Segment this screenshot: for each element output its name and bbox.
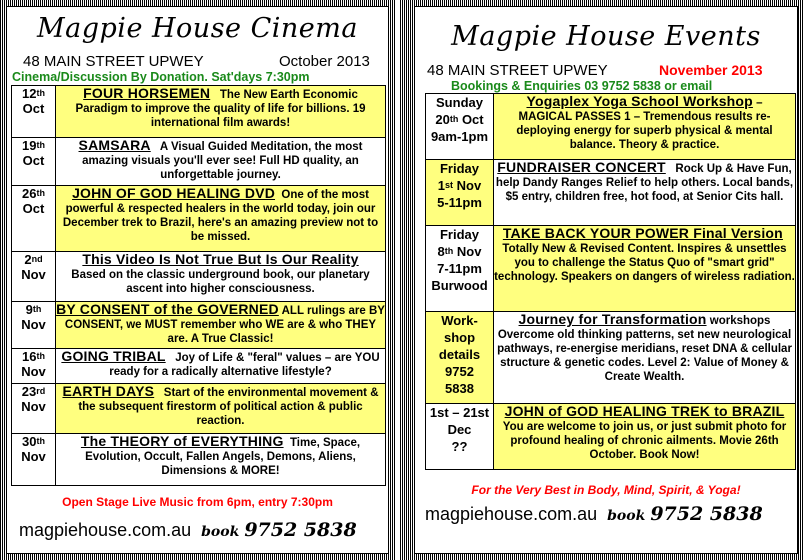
table-row — [12, 384, 386, 434]
table-row — [12, 434, 386, 486]
date-cell: 1st – 21st Dec ?? — [426, 404, 494, 470]
event-heading: FUNDRAISER CONCERT — [497, 159, 666, 175]
date-cell: 30th Nov — [12, 434, 56, 486]
event-cell: JOHN OF GOD HEALING DVD One of the most powerful & respected healers in the world today, join our December trek to Brazil, here's an amazing preview not to be missed. — [56, 186, 386, 252]
cinema-footer-contact: magpiehouse.com.au book 9752 5838 — [19, 519, 357, 541]
table-row — [426, 160, 796, 226]
cinema-title: Magpie House Cinema — [37, 13, 358, 44]
events-panel — [414, 6, 798, 554]
event-cell: FUNDRAISER CONCERT Rock Up & Have Fun, help Dandy Ranges Relief to help others. Local bands, $5 entry, children free, hot food, at Senior Cits hall. — [494, 160, 796, 226]
table-row — [426, 404, 796, 470]
date-cell: 26th Oct — [12, 186, 56, 252]
events-tagline: Bookings & Enquiries 03 9752 5838 or email — [451, 79, 713, 93]
table-row — [12, 186, 386, 252]
events-title: Magpie House Events — [451, 21, 761, 52]
table-row — [12, 138, 386, 186]
event-cell: BY CONSENT of the GOVERNED ALL rulings are BY CONSENT, we MUST remember who WE are & who THEY are. A True Classic! — [56, 302, 386, 349]
date-cell: 19th Oct — [12, 138, 56, 186]
events-footer-contact: magpiehouse.com.au book 9752 5838 — [425, 503, 763, 525]
events-address: 48 MAIN STREET UPWEY — [427, 62, 608, 79]
cinema-footer-note: Open Stage Live Music from 6pm, entry 7:30pm — [62, 495, 333, 509]
phone-number: 9752 5838 — [244, 519, 357, 541]
event-cell: TAKE BACK YOUR POWER Final Version Totally New & Revised Content. Inspires & unsettles you to challenge the Status Quo of "smart grid" technology. Speakers on dangers of wireless radiation. — [494, 226, 796, 312]
event-heading: JOHN of GOD HEALING TREK to BRAZIL — [504, 403, 785, 419]
event-heading: Journey for Transformation — [518, 311, 707, 327]
event-heading: BY CONSENT of the GOVERNED — [56, 301, 279, 317]
date-cell: 12th Oct — [12, 86, 56, 138]
cinema-month: October 2013 — [279, 53, 370, 70]
event-cell: Journey for Transformation workshops Overcome old thinking patterns, set new neurological pathways, re-energise meridians, reset DNA & cellular structure & genetic codes. Level 2: Value of Money & Create Wealth. — [494, 312, 796, 404]
event-cell: Yogaplex Yoga School Workshop – MAGICAL PASSES 1 – Tremendous results re-deploying energy for superb physical & mental balance. Theory & practice. — [494, 94, 796, 160]
cinema-address: 48 MAIN STREET UPWEY — [23, 53, 204, 70]
table-row — [426, 226, 796, 312]
table-row — [12, 86, 386, 138]
phone-number: 9752 5838 — [650, 503, 763, 525]
event-heading: GOING TRIBAL — [61, 348, 166, 364]
event-cell: EARTH DAYS Start of the environmental movement & the subsequent firestorm of political action & public reaction. — [56, 384, 386, 434]
event-heading: JOHN OF GOD HEALING DVD — [72, 185, 276, 201]
table-row — [12, 302, 386, 349]
event-heading: TAKE BACK YOUR POWER Final Version — [502, 225, 783, 241]
events-footer-note: For the Very Best in Body, Mind, Spirit, & Yoga! — [471, 483, 741, 497]
events-schedule — [425, 93, 796, 470]
date-cell: Friday 1st Nov 5-11pm — [426, 160, 494, 226]
event-cell: The THEORY of EVERYTHING Time, Space, Evolution, Occult, Fallen Angels, Demons, Aliens, Dimensions & MORE! — [56, 434, 386, 486]
table-row — [426, 312, 796, 404]
website-link[interactable]: magpiehouse.com.au — [19, 520, 192, 540]
event-cell: SAMSARA A Visual Guided Meditation, the most amazing visuals you'll ever see! Full HD quality, an unforgettable journey. — [56, 138, 386, 186]
cinema-tagline: Cinema/Discussion By Donation. Sat'days 7:30pm — [12, 70, 310, 84]
event-cell: GOING TRIBAL Joy of Life & "feral" values – are YOU ready for a radically alternative lifestyle? — [56, 349, 386, 384]
event-heading: FOUR HORSEMEN — [83, 85, 211, 101]
date-cell: Friday 8th Nov 7-11pm Burwood — [426, 226, 494, 312]
event-heading: EARTH DAYS — [62, 383, 155, 399]
event-heading: Yogaplex Yoga School Workshop — [526, 93, 753, 109]
date-cell: 2nd Nov — [12, 252, 56, 302]
table-row — [12, 252, 386, 302]
date-cell: Sunday 20th Oct 9am-1pm — [426, 94, 494, 160]
table-row — [12, 349, 386, 384]
event-cell: This Video Is Not True But Is Our Reality Based on the classic underground book, our planetary ascent into higher consciousness. — [56, 252, 386, 302]
events-month: November 2013 — [659, 62, 763, 78]
event-cell: FOUR HORSEMEN The New Earth Economic Paradigm to improve the quality of life for billions. 19 international film awards! — [56, 86, 386, 138]
date-cell: 23rd Nov — [12, 384, 56, 434]
website-link[interactable]: magpiehouse.com.au — [425, 504, 598, 524]
event-cell: JOHN of GOD HEALING TREK to BRAZIL You are welcome to join us, or just submit photo for profound healing of chronic ailments. Movie 26th October. Book Now! — [494, 404, 796, 470]
event-heading: This Video Is Not True But Is Our Reality — [82, 251, 359, 267]
date-cell: 16th Nov — [12, 349, 56, 384]
event-heading: SAMSARA — [78, 137, 151, 153]
event-heading: The THEORY of EVERYTHING — [80, 433, 284, 449]
cinema-panel — [6, 6, 389, 554]
table-row — [426, 94, 796, 160]
cinema-schedule — [11, 85, 386, 486]
date-cell: Work- shop details 9752 5838 — [426, 312, 494, 404]
date-cell: 9th Nov — [12, 302, 56, 349]
